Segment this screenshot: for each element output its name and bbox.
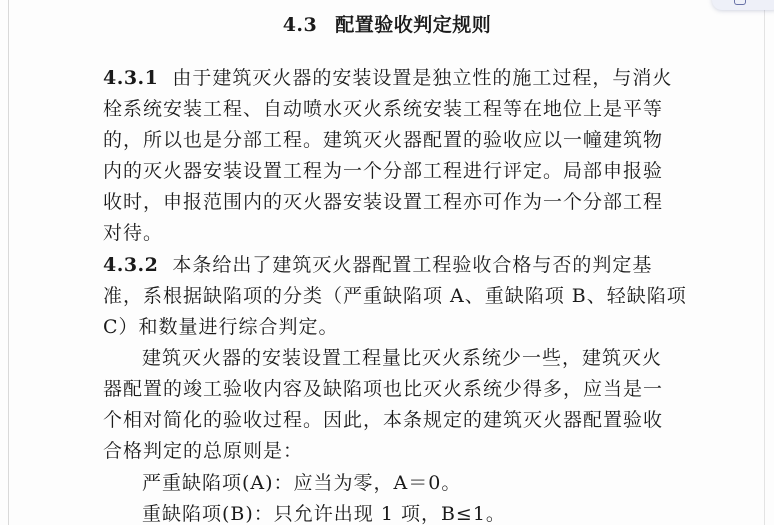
clause-1-line-6: 对待。	[103, 222, 164, 244]
clause-1-line-5: 收时，申报范围内的灭火器安装设置工程亦可作为一个分部工程	[103, 191, 664, 213]
clause-2-line-3: C）和数量进行综合判定。	[103, 316, 339, 338]
paragraph-line-2: 器配置的竣工验收内容及缺陷项也比灭火系统少得多，应当是一	[103, 378, 664, 400]
corner-tab-icon	[734, 0, 746, 5]
paragraph-line-3: 个相对简化的验收过程。因此，本条规定的建筑灭火器配置验收	[103, 409, 664, 431]
clause-1-number: 4.3.1	[103, 67, 159, 89]
criterion-a: 严重缺陷项(A)：应当为零，A＝0。	[142, 472, 462, 494]
section-number: 4.3	[282, 14, 318, 36]
right-page-edge	[764, 0, 765, 525]
paragraph-line-4: 合格判定的总原则是：	[103, 440, 304, 462]
criterion-b: 重缺陷项(B)：只允许出现 1 项，B≤1。	[142, 503, 506, 525]
paragraph-line-1: 建筑灭火器的安装设置工程量比灭火系统少一些，建筑灭火	[142, 347, 663, 369]
clause-2-line-2: 准，系根据缺陷项的分类（严重缺陷项 A、重缺陷项 B、轻缺陷项	[103, 285, 687, 307]
section-heading	[0, 10, 774, 37]
clause-1-text-1: 由于建筑灭火器的安装设置是独立性的施工过程，与消火	[172, 67, 673, 89]
clause-2-text-1: 本条给出了建筑灭火器配置工程验收合格与否的判定基	[172, 254, 653, 276]
clause-1-line-4: 内的灭火器安装设置工程为一个分部工程进行评定。局部申报验	[103, 160, 664, 182]
clause-1-line-1	[103, 63, 703, 90]
clause-1-line-2: 栓系统安装工程、自动喷水灭火系统安装工程等在地位上是平等	[103, 98, 664, 120]
left-page-edge	[8, 0, 9, 525]
corner-floating-tab[interactable]	[712, 0, 774, 10]
clause-2-line-1	[103, 250, 703, 277]
clause-2-number: 4.3.2	[103, 254, 159, 276]
clause-1-line-3: 的，所以也是分部工程。建筑灭火器配置的验收应以一幢建筑物	[103, 129, 664, 151]
section-title: 配置验收判定规则	[335, 14, 492, 36]
